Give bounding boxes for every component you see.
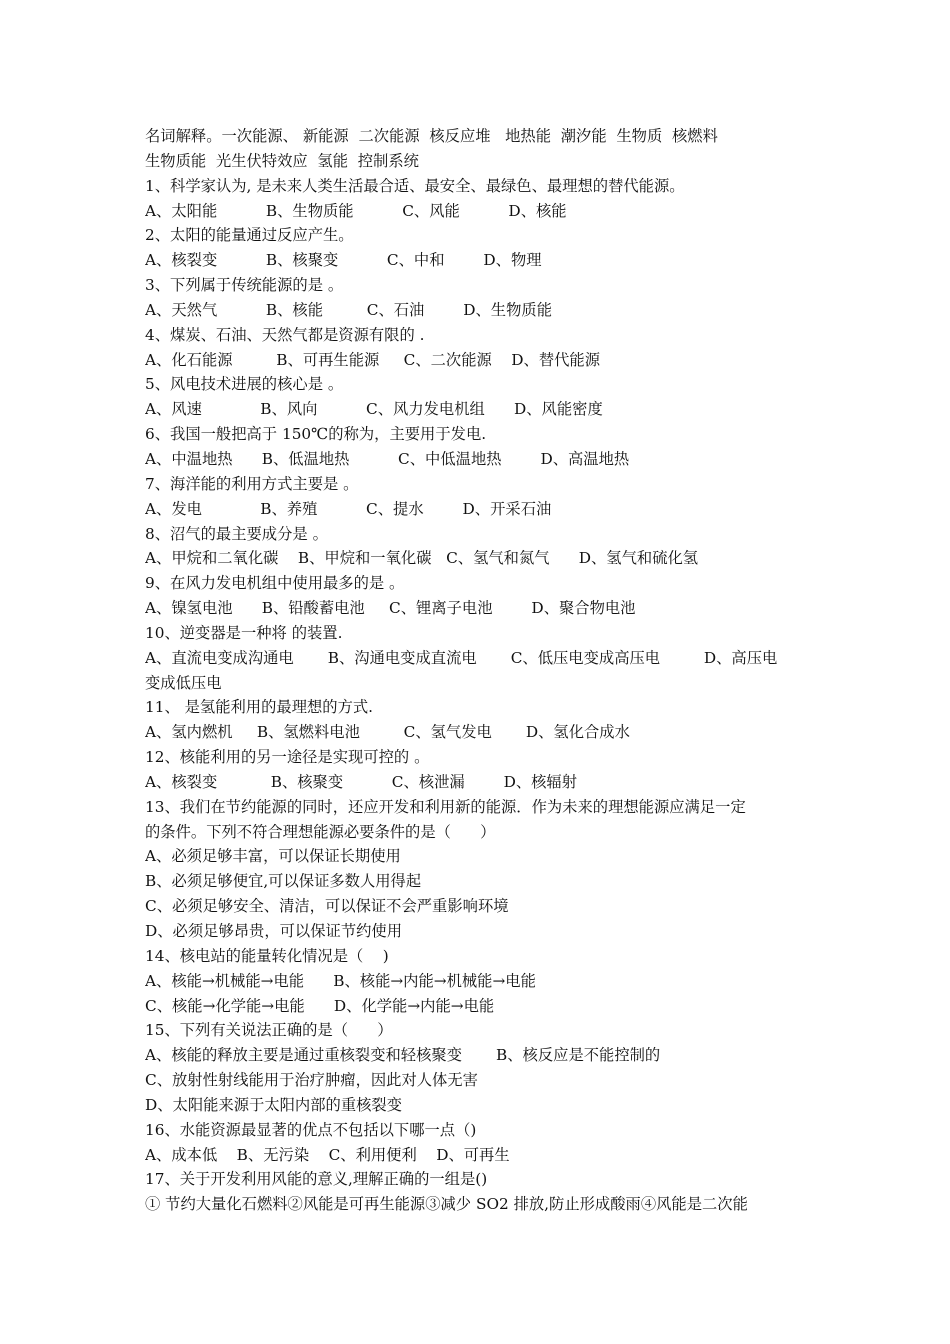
option-line: C、放射性射线能用于治疗肿瘤，因此对人体无害 <box>145 1071 478 1090</box>
options-line: A、镍氢电池 B、铅酸蓄电池 C、锂离子电池 D、聚合物电池 <box>145 599 636 618</box>
options-line: A、化石能源 B、可再生能源 C、二次能源 D、替代能源 <box>145 350 601 369</box>
question-line: 15、下列有关说法正确的是（ ） <box>145 1021 393 1040</box>
option-line: D、太阳能来源于太阳内部的重核裂变 <box>145 1095 403 1114</box>
options-line: A、核能的释放主要是通过重核裂变和轻核聚变 B、核反应是不能控制的 <box>145 1046 661 1065</box>
question-line: 6、我国一般把高于 150℃的称为，主要用于发电. <box>145 425 487 444</box>
question-line: 9、在风力发电机组中使用最多的是 。 <box>145 574 405 593</box>
question-line: 17、关于开发利用风能的意义,理解正确的一组是() <box>145 1170 488 1189</box>
options-line: A、发电 B、养殖 C、提水 D、开采石油 <box>145 499 552 518</box>
option-line: A、必须足够丰富，可以保证长期使用 <box>145 847 401 866</box>
question-line: 16、水能资源最显著的优点不包括以下哪一点（) <box>145 1120 477 1139</box>
question-line: 7、海洋能的利用方式主要是 。 <box>145 474 359 493</box>
text-line: ① 节约大量化石燃料②风能是可再生能源③减少 SO2 排放,防止形成酸雨④风能是二次能 <box>145 1195 748 1214</box>
options-line: A、中温地热 B、低温地热 C、中低温地热 D、高温地热 <box>145 449 630 468</box>
question-line: 12、核能利用的另一途径是实现可控的 。 <box>145 748 430 767</box>
question-line: 1、科学家认为, 是未来人类生活最合适、最安全、最绿色、最理想的替代能源。 <box>145 176 685 195</box>
text-line: 名词解释。一次能源、 新能源 二次能源 核反应堆 地热能 潮汐能 生物质 核燃料 <box>145 127 718 145</box>
options-line: A、核裂变 B、核聚变 C、中和 D、物理 <box>145 251 542 270</box>
question-line: 3、下列属于传统能源的是 。 <box>145 276 344 295</box>
question-line: 2、太阳的能量通过反应产生。 <box>145 226 354 245</box>
document-body <box>145 124 810 1217</box>
option-line: B、必须足够便宜,可以保证多数人用得起 <box>145 872 422 891</box>
question-line: 14、核电站的能量转化情况是（ ) <box>145 946 389 965</box>
options-line: A、成本低 B、无污染 C、利用便利 D、可再生 <box>145 1145 510 1164</box>
options-line: A、风速 B、风向 C、风力发电机组 D、风能密度 <box>145 400 603 419</box>
options-line: A、氢内燃机 B、氢燃料电池 C、氢气发电 D、氢化合成水 <box>145 723 630 742</box>
question-line: 8、沼气的最主要成分是 。 <box>145 524 328 543</box>
question-line: 11、 是氢能利用的最理想的方式. <box>145 698 374 717</box>
question-line: 4、煤炭、石油、天然气都是资源有限的 . <box>145 325 425 344</box>
options-line: 变成低压电 <box>145 673 222 692</box>
options-line: A、甲烷和二氧化碳 B、甲烷和一氧化碳 C、氢气和氮气 D、氢气和硫化氢 <box>145 549 699 568</box>
options-line: C、核能→化学能→电能 D、化学能→内能→电能 <box>145 996 495 1015</box>
question-line: 5、风电技术进展的核心是 。 <box>145 375 344 394</box>
options-line: A、直流电变成沟通电 B、沟通电变成直流电 C、低压电变成高压电 D、高压电 <box>145 648 778 667</box>
option-line: C、必须足够安全、清洁，可以保证不会严重影响环境 <box>145 897 509 916</box>
question-line: 的条件。下列不符合理想能源必要条件的是（ ） <box>145 822 496 841</box>
option-line: D、必须足够昂贵，可以保证节约使用 <box>145 922 403 940</box>
options-line: A、核裂变 B、核聚变 C、核泄漏 D、核辐射 <box>145 772 578 791</box>
options-line: A、天然气 B、核能 C、石油 D、生物质能 <box>145 300 552 319</box>
options-line: A、太阳能 B、生物质能 C、风能 D、核能 <box>145 201 567 220</box>
options-line: A、核能→机械能→电能 B、核能→内能→机械能→电能 <box>145 971 536 990</box>
text-line: 生物质能 光生伏特效应 氢能 控制系统 <box>145 151 419 170</box>
question-line: 10、逆变器是一种将 的装置. <box>145 623 343 642</box>
question-line: 13、我们在节约能源的同时，还应开发和利用新的能源．作为未来的理想能源应满足一定 <box>145 797 746 816</box>
